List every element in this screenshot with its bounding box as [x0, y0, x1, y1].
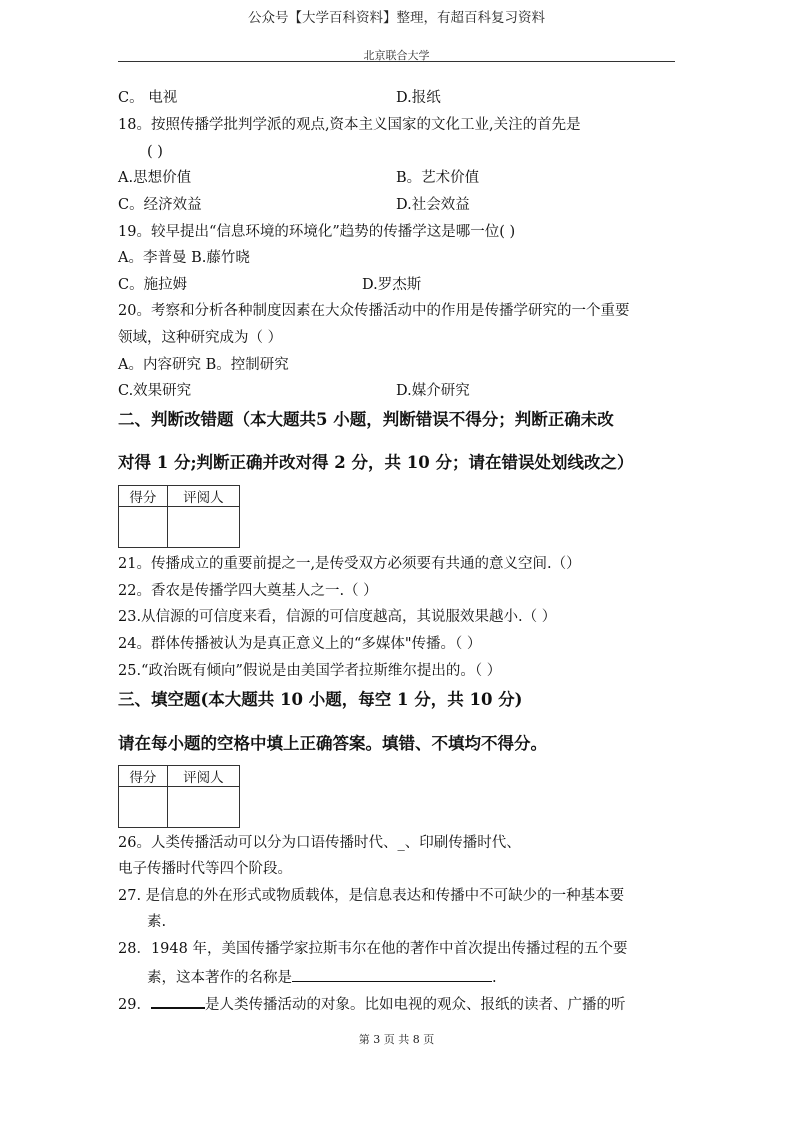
q29-prefix: 29．	[118, 997, 151, 1013]
header-divider	[118, 61, 675, 62]
part3-score-table	[118, 765, 240, 828]
q20-option-d: D.媒介研究	[396, 383, 470, 399]
score-header: 得分	[119, 486, 168, 507]
q29-answer-blank[interactable]	[151, 992, 205, 1009]
q20-stem-line-1: 20。考察和分析各种制度因素在大众传播活动中的作用是传播学研究的一个重要	[118, 303, 630, 319]
q27-line-2: 素.	[147, 914, 167, 930]
q29-line-1	[118, 992, 625, 1015]
q18-options-row-1	[118, 168, 480, 188]
q21: 21。传播成立的重要前提之一,是传受双方必须要有共通的意义空间.（）	[118, 556, 581, 572]
score-cell[interactable]	[119, 787, 168, 828]
q19-stem: 19。较早提出“信息环境的环境化”趋势的传播学这是哪一位( )	[118, 224, 516, 240]
q18-option-b: B。艺术价值	[396, 170, 480, 186]
part3-title-line-1: 三、填空题(本大题共 10 小题，每空 1 分，共 10 分)	[118, 690, 523, 709]
page-number: 第 3 页 共 8 页	[358, 1033, 435, 1046]
q23: 23.从信源的可信度来看，信源的可信度越高，其说服效果越小.（ ）	[118, 609, 557, 625]
q25: 25.“政治既有倾向”假说是由美国学者拉斯维尔提出的。（ ）	[118, 663, 502, 679]
q17-option-d: D.报纸	[396, 90, 441, 106]
q26-line-2: 电子传播时代等四个阶段。	[118, 861, 292, 877]
q20-options-row-2	[118, 381, 470, 401]
part3-title-line-2: 请在每小题的空格中填上正确答案。填错、不填均不得分。	[118, 734, 547, 753]
reviewer-cell[interactable]	[167, 507, 239, 548]
q18-option-c: C。经济效益	[118, 197, 202, 213]
q28-answer-blank[interactable]	[292, 966, 492, 982]
q20-option-c: C.效果研究	[118, 383, 192, 399]
q29-suffix: 是人类传播活动的对象。比如电视的观众、报纸的读者、广播的听	[204, 997, 626, 1013]
q17-options-row	[118, 88, 441, 108]
q19-option-d: D.罗杰斯	[362, 277, 422, 293]
q28-prefix: 素，这本著作的名称是	[147, 970, 292, 986]
reviewer-header: 评阅人	[167, 486, 239, 507]
q22: 22。香农是传播学四大奠基人之一.（ ）	[118, 583, 378, 599]
q18-options-row-2	[118, 195, 470, 215]
q20-stem-line-2: 领域，这种研究成为（ ）	[118, 330, 283, 346]
score-cell[interactable]	[119, 507, 168, 548]
q18-answer-paren: ( )	[147, 144, 163, 160]
institution-name: 北京联合大学	[363, 49, 430, 62]
reviewer-cell[interactable]	[167, 787, 239, 828]
q20-options-ab: A。内容研究 B。控制研究	[118, 357, 289, 373]
q18-option-d: D.社会效益	[396, 197, 470, 213]
q17-option-c: C。 电视	[118, 90, 178, 106]
q28-suffix: .	[492, 970, 497, 986]
q26-line-1: 26。人类传播活动可以分为口语传播时代、_、印刷传播时代、	[118, 835, 521, 851]
part2-title-line-2: 对得 1 分;判断正确并改对得 2 分，共 10 分；请在错误处划线改之）	[118, 453, 634, 472]
q18-stem: 18。按照传播学批判学派的观点,资本主义国家的文化工业,关注的首先是	[118, 117, 581, 133]
q24: 24。群体传播被认为是真正意义上的“多媒体"传播。（ ）	[118, 636, 482, 652]
q27-line-1: 27. 是信息的外在形式或物质载体，是信息表达和传播中不可缺少的一种基本要	[118, 888, 625, 904]
q19-options-ab: A。李普曼 B.藤竹晓	[118, 250, 250, 266]
q18-option-a: A.思想价值	[118, 170, 192, 186]
q28-line-1: 28．1948 年，美国传播学家拉斯韦尔在他的著作中首次提出传播过程的五个要	[118, 941, 628, 957]
q19-options-row-2	[118, 275, 422, 295]
q19-option-c: C。施拉姆	[118, 277, 188, 293]
reviewer-header: 评阅人	[167, 766, 239, 787]
part2-score-table	[118, 485, 240, 548]
q28-line-2	[147, 966, 497, 988]
watermark-text: 公众号【大学百科资料】整理，有超百科复习资料	[248, 10, 545, 26]
part2-title-line-1: 二、判断改错题（本大题共5 小题，判断错误不得分；判断正确未改	[118, 410, 614, 429]
score-header: 得分	[119, 766, 168, 787]
